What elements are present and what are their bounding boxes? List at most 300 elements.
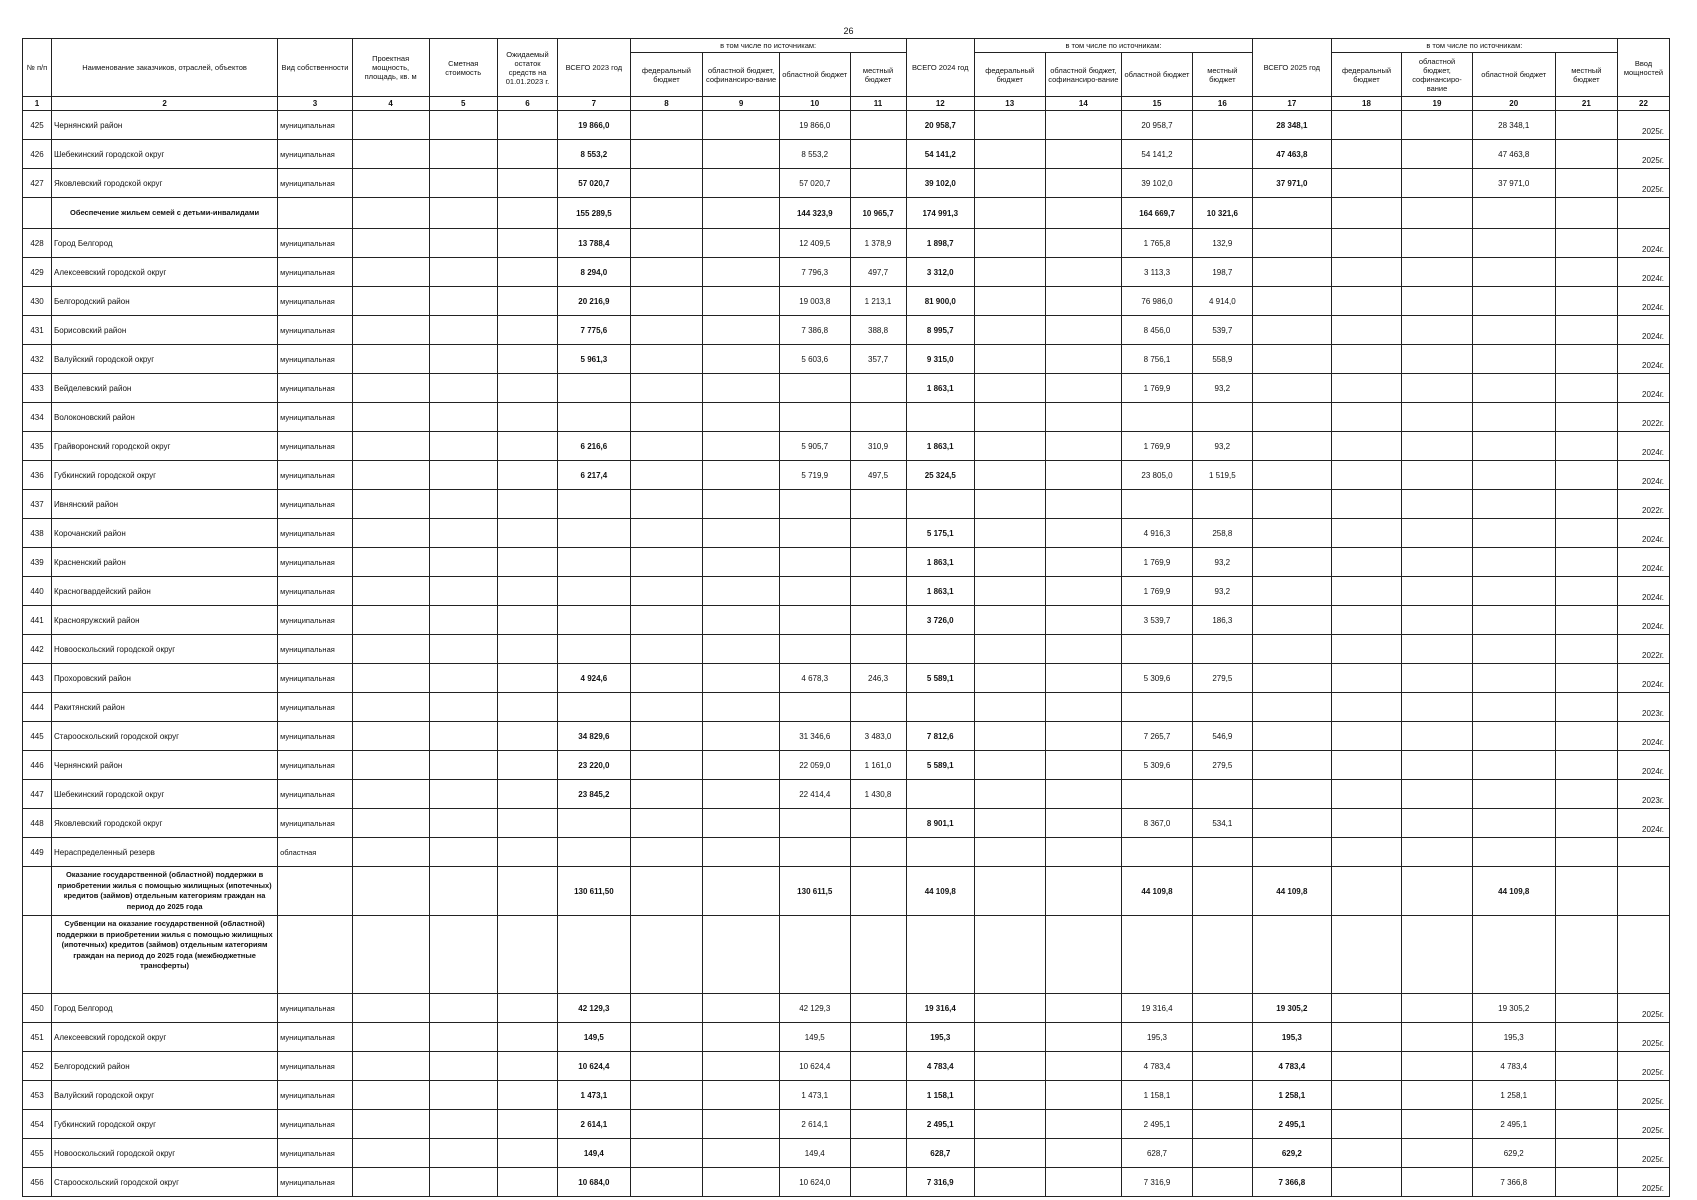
remaining-funds-cell [497,374,557,403]
federal-2023-cell [630,258,703,287]
object-name: Город Белгород [52,994,278,1023]
total-2024-cell: 174 991,3 [906,198,974,229]
ownership-type [278,916,353,994]
row-number: 451 [23,1023,52,1052]
column-number: 17 [1252,97,1331,111]
total-2024-cell [906,916,974,994]
cofin-2024-cell [1045,1052,1122,1081]
estimated-cost-cell [429,287,497,316]
total-2025-cell: 1 258,1 [1252,1081,1331,1110]
cofin-2023-cell [703,1023,780,1052]
capacity-cell [352,838,429,867]
local-2023-cell: 1 378,9 [850,229,906,258]
cofin-2023-cell [703,635,780,664]
regional-2025-cell [1472,316,1555,345]
row-number: 444 [23,693,52,722]
total-2023-cell: 8 294,0 [558,258,631,287]
cofin-2025-cell [1402,1052,1473,1081]
regional-2023-cell: 130 611,5 [780,867,851,916]
cofin-2023-cell [703,198,780,229]
capacity-cell [352,432,429,461]
header-col-3: Вид собственности [278,39,353,97]
commissioning-year-cell: 2024г. [1617,258,1669,287]
local-2025-cell [1555,1168,1617,1197]
commissioning-year-cell: 2024г. [1617,229,1669,258]
cofin-2023-cell [703,1139,780,1168]
cofin-2024-cell [1045,1081,1122,1110]
cofin-2023-cell [703,229,780,258]
local-2024-cell: 534,1 [1192,809,1252,838]
local-2024-cell: 546,9 [1192,722,1252,751]
local-2023-cell: 310,9 [850,432,906,461]
regional-2025-cell: 629,2 [1472,1139,1555,1168]
table-row [23,838,1670,867]
local-2024-cell: 93,2 [1192,432,1252,461]
estimated-cost-cell [429,1139,497,1168]
ownership-type: муниципальная [278,635,353,664]
federal-2023-cell [630,751,703,780]
local-2023-cell [850,1168,906,1197]
total-2025-cell [1252,229,1331,258]
total-2025-cell [1252,374,1331,403]
local-2023-cell: 246,3 [850,664,906,693]
federal-2023-cell [630,490,703,519]
federal-2023-cell [630,606,703,635]
commissioning-year-cell: 2024г. [1617,345,1669,374]
object-name: Яковлевский городской округ [52,169,278,198]
row-number: 430 [23,287,52,316]
local-2025-cell [1555,838,1617,867]
ownership-type: муниципальная [278,664,353,693]
regional-2025-cell [1472,809,1555,838]
column-number: 15 [1122,97,1193,111]
object-name: Яковлевский городской округ [52,809,278,838]
ownership-type: муниципальная [278,140,353,169]
regional-2024-cell [1122,780,1193,809]
cofin-2025-cell [1402,1110,1473,1139]
column-number: 3 [278,97,353,111]
total-2025-cell [1252,432,1331,461]
cofin-2025-cell [1402,461,1473,490]
federal-2024-cell [974,432,1045,461]
remaining-funds-cell [497,809,557,838]
cofin-2024-cell [1045,258,1122,287]
federal-2023-cell [630,1110,703,1139]
estimated-cost-cell [429,916,497,994]
row-number: 446 [23,751,52,780]
capacity-cell [352,374,429,403]
cofin-2023-cell [703,403,780,432]
total-2023-cell: 4 924,6 [558,664,631,693]
regional-2025-cell [1472,635,1555,664]
regional-2023-cell: 22 414,4 [780,780,851,809]
total-2023-cell: 7 775,6 [558,316,631,345]
federal-2024-cell [974,403,1045,432]
estimated-cost-cell [429,635,497,664]
capacity-cell [352,258,429,287]
regional-2025-cell [1472,258,1555,287]
total-2024-cell: 5 589,1 [906,664,974,693]
total-2023-cell [558,693,631,722]
table-row [23,809,1670,838]
federal-2025-cell [1331,722,1402,751]
local-2023-cell [850,577,906,606]
cofin-2025-cell [1402,169,1473,198]
commissioning-year-cell: 2024г. [1617,287,1669,316]
federal-2024-cell [974,519,1045,548]
commissioning-year-cell: 2025г. [1617,1110,1669,1139]
federal-2025-cell [1331,1110,1402,1139]
object-name: Корочанский район [52,519,278,548]
cofin-2025-cell [1402,916,1473,994]
total-2025-cell: 47 463,8 [1252,140,1331,169]
column-number: 6 [497,97,557,111]
regional-2023-cell: 5 719,9 [780,461,851,490]
local-2024-cell [1192,1052,1252,1081]
remaining-funds-cell [497,1110,557,1139]
regional-2025-cell: 19 305,2 [1472,994,1555,1023]
total-2023-cell: 130 611,50 [558,867,631,916]
total-2024-cell: 4 783,4 [906,1052,974,1081]
total-2024-cell: 54 141,2 [906,140,974,169]
federal-2024-cell [974,1023,1045,1052]
local-2025-cell [1555,606,1617,635]
total-2025-cell [1252,780,1331,809]
row-number [23,867,52,916]
regional-2023-cell [780,577,851,606]
regional-2023-cell: 144 323,9 [780,198,851,229]
header-col-4: Проектная мощность, площадь, кв. м [352,39,429,97]
local-2023-cell [850,838,906,867]
regional-2023-cell: 7 796,3 [780,258,851,287]
estimated-cost-cell [429,198,497,229]
local-2024-cell: 132,9 [1192,229,1252,258]
cofin-2024-cell [1045,490,1122,519]
ownership-type: муниципальная [278,519,353,548]
federal-2023-cell [630,693,703,722]
total-2025-cell [1252,693,1331,722]
total-2024-cell: 1 863,1 [906,432,974,461]
estimated-cost-cell [429,169,497,198]
object-name: Белгородский район [52,287,278,316]
ownership-type: муниципальная [278,258,353,287]
row-number: 443 [23,664,52,693]
object-name: Валуйский городской округ [52,1081,278,1110]
local-2023-cell [850,548,906,577]
local-2025-cell [1555,809,1617,838]
regional-2024-cell: 3 539,7 [1122,606,1193,635]
local-2023-cell [850,374,906,403]
total-2023-cell [558,403,631,432]
regional-2025-cell [1472,490,1555,519]
object-name: Оказание государственной (областной) поддержки в приобретении жилья с помощью жилищных (ипотечных) кредитов (займов) отдельным категориям граждан на период до 2025 года [52,867,278,916]
local-2024-cell [1192,867,1252,916]
header-col-9: областной бюджет, софинансиро-вание [703,53,780,97]
object-name: Чернянский район [52,751,278,780]
regional-2024-cell: 8 456,0 [1122,316,1193,345]
local-2024-cell: 279,5 [1192,751,1252,780]
regional-2025-cell [1472,916,1555,994]
ownership-type: муниципальная [278,403,353,432]
section-row [23,916,1670,994]
commissioning-year-cell: 2025г. [1617,111,1669,140]
local-2023-cell [850,867,906,916]
cofin-2025-cell [1402,606,1473,635]
object-name: Новооскольский городской округ [52,635,278,664]
total-2023-cell [558,519,631,548]
federal-2024-cell [974,316,1045,345]
remaining-funds-cell [497,916,557,994]
total-2024-cell: 3 726,0 [906,606,974,635]
total-2024-cell: 9 315,0 [906,345,974,374]
federal-2024-cell [974,169,1045,198]
table-row [23,1081,1670,1110]
total-2024-cell: 20 958,7 [906,111,974,140]
local-2023-cell [850,403,906,432]
cofin-2023-cell [703,606,780,635]
cofin-2025-cell [1402,838,1473,867]
table-row [23,519,1670,548]
object-name: Красненский район [52,548,278,577]
local-2025-cell [1555,693,1617,722]
local-2024-cell [1192,1139,1252,1168]
total-2024-cell: 1 898,7 [906,229,974,258]
regional-2023-cell: 10 624,4 [780,1052,851,1081]
header-col-17: ВСЕГО 2025 год [1252,39,1331,97]
cofin-2025-cell [1402,140,1473,169]
federal-2023-cell [630,1139,703,1168]
total-2025-cell: 195,3 [1252,1023,1331,1052]
cofin-2023-cell [703,140,780,169]
commissioning-year-cell: 2025г. [1617,140,1669,169]
ownership-type: муниципальная [278,1139,353,1168]
local-2025-cell [1555,403,1617,432]
regional-2024-cell: 4 916,3 [1122,519,1193,548]
column-number: 20 [1472,97,1555,111]
commissioning-year-cell [1617,198,1669,229]
row-number: 428 [23,229,52,258]
cofin-2023-cell [703,490,780,519]
cofin-2024-cell [1045,519,1122,548]
federal-2023-cell [630,1081,703,1110]
capacity-cell [352,490,429,519]
total-2023-cell: 20 216,9 [558,287,631,316]
ownership-type [278,867,353,916]
cofin-2023-cell [703,374,780,403]
regional-2025-cell [1472,287,1555,316]
cofin-2025-cell [1402,693,1473,722]
federal-2025-cell [1331,403,1402,432]
local-2025-cell [1555,345,1617,374]
local-2024-cell: 558,9 [1192,345,1252,374]
regional-2024-cell: 5 309,6 [1122,751,1193,780]
cofin-2023-cell [703,751,780,780]
total-2024-cell: 628,7 [906,1139,974,1168]
regional-2025-cell: 7 366,8 [1472,1168,1555,1197]
federal-2025-cell [1331,994,1402,1023]
federal-2024-cell [974,287,1045,316]
total-2025-cell: 2 495,1 [1252,1110,1331,1139]
object-name: Шебекинский городской округ [52,140,278,169]
federal-2024-cell [974,916,1045,994]
header-col-7: ВСЕГО 2023 год [558,39,631,97]
ownership-type: муниципальная [278,693,353,722]
total-2025-cell [1252,577,1331,606]
total-2023-cell: 1 473,1 [558,1081,631,1110]
object-name: Красногвардейский район [52,577,278,606]
federal-2023-cell [630,577,703,606]
federal-2024-cell [974,693,1045,722]
federal-2025-cell [1331,1081,1402,1110]
header-col-12: ВСЕГО 2024 год [906,39,974,97]
total-2023-cell: 5 961,3 [558,345,631,374]
cofin-2024-cell [1045,229,1122,258]
regional-2024-cell: 19 316,4 [1122,994,1193,1023]
object-name: Субвенции на оказание государственной (областной) поддержки в приобретении жилья с помощью жилищных (ипотечных) кредитов (займов) отдельным категориям граждан на период до 2025 года (межбюджетные трансферты) [52,916,278,994]
ownership-type [278,198,353,229]
local-2023-cell: 1 213,1 [850,287,906,316]
regional-2025-cell [1472,751,1555,780]
cofin-2025-cell [1402,258,1473,287]
regional-2024-cell [1122,635,1193,664]
estimated-cost-cell [429,140,497,169]
capacity-cell [352,693,429,722]
total-2025-cell [1252,606,1331,635]
row-number: 450 [23,994,52,1023]
row-number: 427 [23,169,52,198]
commissioning-year-cell: 2024г. [1617,374,1669,403]
regional-2025-cell: 44 109,8 [1472,867,1555,916]
regional-2023-cell [780,635,851,664]
total-2023-cell: 155 289,5 [558,198,631,229]
federal-2023-cell [630,316,703,345]
row-number: 449 [23,838,52,867]
regional-2025-cell [1472,432,1555,461]
regional-2025-cell [1472,229,1555,258]
local-2023-cell [850,606,906,635]
remaining-funds-cell [497,994,557,1023]
regional-2024-cell: 628,7 [1122,1139,1193,1168]
remaining-funds-cell [497,867,557,916]
cofin-2024-cell [1045,664,1122,693]
federal-2023-cell [630,916,703,994]
remaining-funds-cell [497,693,557,722]
federal-2025-cell [1331,345,1402,374]
local-2025-cell [1555,140,1617,169]
row-number: 426 [23,140,52,169]
remaining-funds-cell [497,1052,557,1081]
estimated-cost-cell [429,374,497,403]
total-2023-cell [558,635,631,664]
local-2025-cell [1555,111,1617,140]
remaining-funds-cell [497,258,557,287]
local-2023-cell: 388,8 [850,316,906,345]
commissioning-year-cell: 2023г. [1617,780,1669,809]
regional-2023-cell: 19 003,8 [780,287,851,316]
commissioning-year-cell: 2024г. [1617,577,1669,606]
total-2024-cell: 1 863,1 [906,577,974,606]
remaining-funds-cell [497,461,557,490]
row-number: 433 [23,374,52,403]
cofin-2024-cell [1045,1110,1122,1139]
federal-2024-cell [974,809,1045,838]
federal-2023-cell [630,169,703,198]
commissioning-year-cell: 2022г. [1617,490,1669,519]
header-col-14: областной бюджет, софинансиро-вание [1045,53,1122,97]
cofin-2024-cell [1045,838,1122,867]
capacity-cell [352,606,429,635]
total-2025-cell: 19 305,2 [1252,994,1331,1023]
header-col-6: Ожидаемый остаток средств на 01.01.2023 г. [497,39,557,97]
table-row [23,693,1670,722]
total-2024-cell: 5 589,1 [906,751,974,780]
local-2023-cell: 3 483,0 [850,722,906,751]
cofin-2023-cell [703,345,780,374]
regional-2025-cell: 28 348,1 [1472,111,1555,140]
local-2025-cell [1555,461,1617,490]
commissioning-year-cell [1617,867,1669,916]
capacity-cell [352,994,429,1023]
federal-2024-cell [974,994,1045,1023]
total-2023-cell [558,838,631,867]
total-2024-cell: 3 312,0 [906,258,974,287]
capacity-cell [352,809,429,838]
local-2025-cell [1555,169,1617,198]
federal-2023-cell [630,867,703,916]
table-row [23,345,1670,374]
local-2023-cell: 357,7 [850,345,906,374]
federal-2023-cell [630,287,703,316]
commissioning-year-cell: 2024г. [1617,809,1669,838]
regional-2023-cell: 4 678,3 [780,664,851,693]
regional-2025-cell: 2 495,1 [1472,1110,1555,1139]
federal-2025-cell [1331,548,1402,577]
total-2024-cell [906,780,974,809]
federal-2023-cell [630,140,703,169]
object-name: Обеспечение жильем семей с детьми-инвалидами [52,198,278,229]
regional-2024-cell: 1 158,1 [1122,1081,1193,1110]
regional-2025-cell: 1 258,1 [1472,1081,1555,1110]
local-2025-cell [1555,867,1617,916]
table-row [23,1052,1670,1081]
federal-2023-cell [630,1168,703,1197]
header-col-21: местный бюджет [1555,53,1617,97]
local-2024-cell: 539,7 [1192,316,1252,345]
cofin-2024-cell [1045,577,1122,606]
cofin-2024-cell [1045,1139,1122,1168]
header-col-20: областной бюджет [1472,53,1555,97]
federal-2023-cell [630,1052,703,1081]
local-2023-cell: 10 965,7 [850,198,906,229]
cofin-2024-cell [1045,635,1122,664]
cofin-2023-cell [703,994,780,1023]
federal-2023-cell [630,1023,703,1052]
estimated-cost-cell [429,606,497,635]
total-2025-cell [1252,519,1331,548]
federal-2023-cell [630,994,703,1023]
local-2023-cell [850,111,906,140]
object-name: Валуйский городской округ [52,345,278,374]
local-2024-cell: 4 914,0 [1192,287,1252,316]
local-2024-cell: 93,2 [1192,577,1252,606]
federal-2025-cell [1331,432,1402,461]
federal-2023-cell [630,403,703,432]
header-col-5: Сметная стоимость [429,39,497,97]
total-2024-cell: 2 495,1 [906,1110,974,1139]
cofin-2025-cell [1402,1081,1473,1110]
column-number: 9 [703,97,780,111]
estimated-cost-cell [429,994,497,1023]
